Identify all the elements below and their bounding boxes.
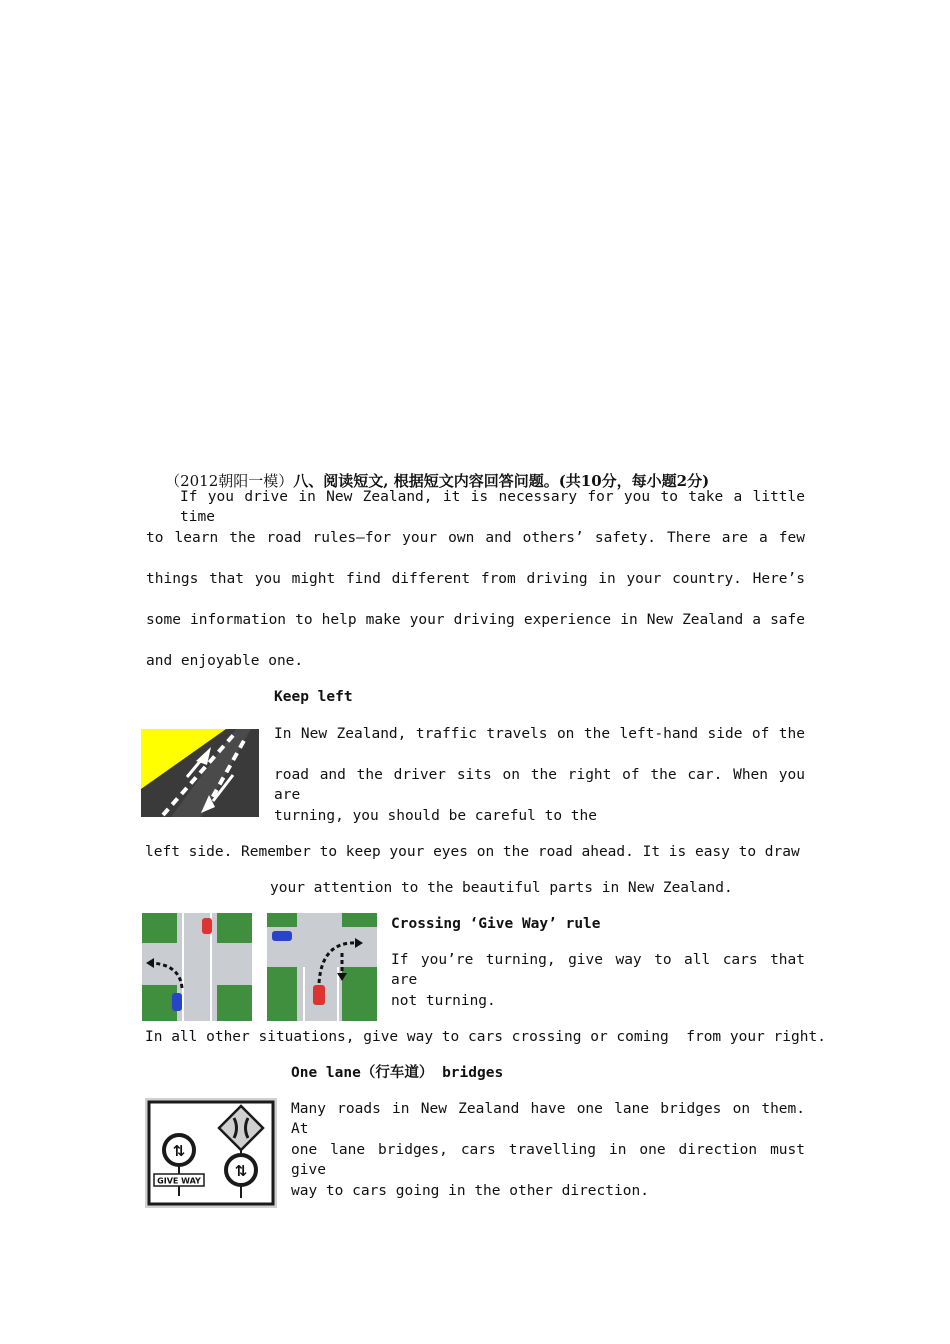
svg-text:⇅: ⇅ <box>172 1142 186 1160</box>
keep-left-line-5: your attention to the beautiful parts in New Zealand. <box>270 880 733 896</box>
blue-car <box>272 931 292 941</box>
intro-line-3: things that you might find different from driving in your country. Here’s <box>146 571 805 587</box>
section-heading-one-lane-bridges: One lane（行车道） bridges <box>291 1065 504 1081</box>
give-way-line-3: In all other situations, give way to cars crossing or coming from your right. <box>145 1029 826 1045</box>
bridges-line-2: one lane bridges, cars travelling in one direction must give <box>291 1142 805 1178</box>
give-way-plate-text: GIVE WAY <box>157 1176 201 1186</box>
blue-car <box>172 993 182 1011</box>
bridges-line-3: way to cars going in the other direction. <box>291 1183 649 1199</box>
intro-line-4: some information to help make your driving experience in New Zealand a safe <box>146 612 805 628</box>
bridges-line-1: Many roads in New Zealand have one lane bridges on them. At <box>291 1101 805 1137</box>
question-instruction: 八、阅读短文, 根据短文内容回答问题。(共10分，每小题2分) <box>293 472 710 490</box>
intro-line-1: If you drive in New Zealand, it is necessary for you to take a little time <box>180 489 805 525</box>
svg-text:⇅: ⇅ <box>234 1162 248 1180</box>
red-car <box>202 918 212 934</box>
question-source: （2012朝阳一模） <box>165 472 294 490</box>
intersection-left-turn-image <box>142 913 252 1021</box>
keep-left-line-2: road and the driver sits on the right of the car. When you are <box>274 767 805 803</box>
intro-line-5: and enjoyable one. <box>146 653 304 669</box>
one-lane-bridge-signs-image <box>145 1098 277 1208</box>
section-heading-give-way: Crossing ‘Give Way’ rule <box>391 916 601 932</box>
red-car <box>313 985 325 1005</box>
give-way-line-1: If you’re turning, give way to all cars that are <box>391 952 805 988</box>
intersection-right-turn-image <box>267 913 377 1021</box>
keep-left-line-1: In New Zealand, traffic travels on the left-hand side of the <box>274 726 805 742</box>
section-heading-keep-left: Keep left <box>274 689 353 705</box>
keep-left-line-4: left side. Remember to keep your eyes on the road ahead. It is easy to draw <box>145 844 800 860</box>
intro-line-2: to learn the road rules—for your own and others’ safety. There are a few <box>146 530 805 546</box>
give-way-line-2: not turning. <box>391 993 496 1009</box>
road-arrows-image <box>141 729 259 817</box>
keep-left-line-3: turning, you should be careful to the <box>274 808 598 824</box>
